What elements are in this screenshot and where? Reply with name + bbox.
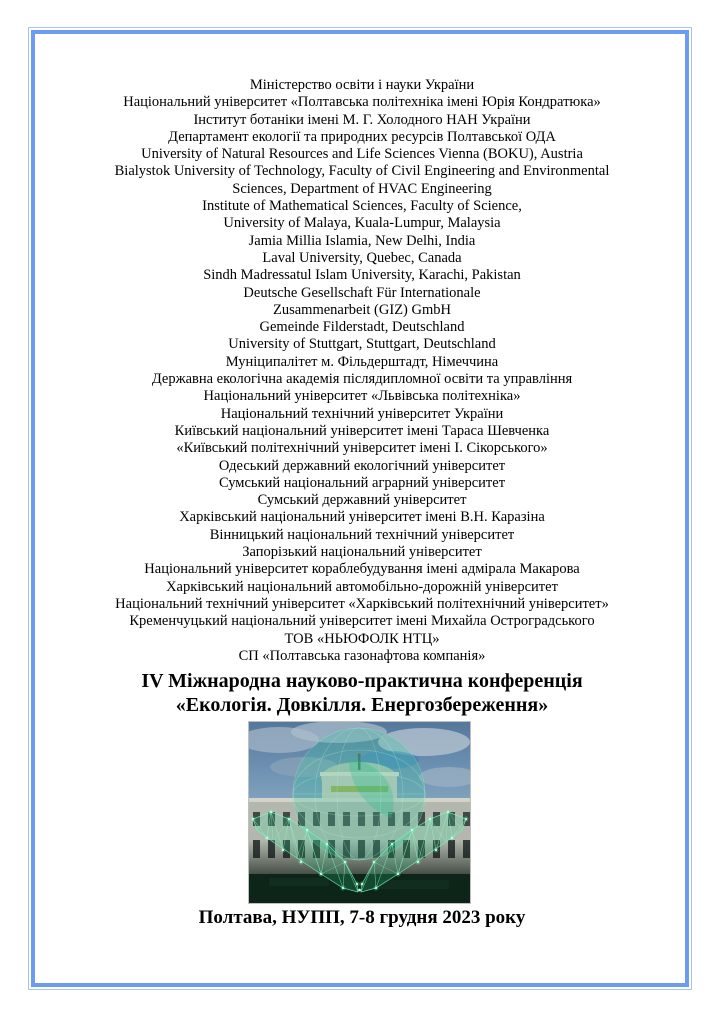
conference-title-line-2: «Екологія. Довкілля. Енергозбереження»: [175, 693, 549, 716]
organization-line: Сумський національний аграрний університет: [218, 474, 506, 491]
organization-line: ТОВ «НЬЮФОЛК НТЦ»: [284, 630, 440, 647]
organization-line: Департамент екології та природних ресурсів Полтавської ОДА: [168, 128, 556, 145]
organization-line: Міністерство освіти і науки України: [249, 77, 475, 93]
organization-line: Національний університет «Полтавська політехніка імені Юрія Кондратюка»: [123, 94, 601, 111]
photo-grass: [249, 874, 470, 903]
organization-line: Bialystok University of Technology, Faculty of Civil Engineering and Environmental: [114, 163, 610, 180]
organization-line: University of Malaya, Kuala-Lumpur, Malaysia: [223, 215, 501, 232]
organization-line: Одеський державний екологічний університет: [218, 457, 506, 474]
organization-line: Харківський національний університет імені В.Н. Каразіна: [179, 509, 545, 526]
organization-line: «Київський політехнічний університет імені І. Сікорського»: [176, 440, 548, 457]
organization-line: University of Natural Resources and Life Sciences Vienna (BOKU), Austria: [141, 146, 583, 163]
organization-line: University of Stuttgart, Stuttgart, Deutschland: [228, 336, 496, 353]
organization-line: Кременчуцький національний університет імені Михайла Остроградського: [129, 613, 595, 630]
organization-line: Національний технічний університет «Харківський політехнічний університет»: [115, 595, 609, 612]
organization-line: Національний університет «Львівська політехніка»: [203, 388, 521, 405]
organizations-list: [45, 77, 679, 665]
organization-line: Муніципалітет м. Фільдерштадт, Німеччина: [225, 353, 499, 370]
organization-line: Національний технічний університет України: [220, 405, 504, 422]
organization-line: Laval University, Quebec, Canada: [262, 249, 462, 266]
conference-title-line-1: IV Міжнародна науково-практична конференція: [141, 670, 583, 692]
organization-line: Запорізький національний університет: [242, 544, 482, 561]
organization-line: Харківський національний автомобільно-дорожній університет: [166, 578, 558, 595]
conference-photo: [249, 722, 470, 903]
organization-line: Вінницький національний технічний університет: [209, 526, 515, 543]
organization-line: Institute of Mathematical Sciences, Faculty of Science,: [202, 198, 522, 215]
organization-line: Deutsche Gesellschaft Für Internationale: [243, 284, 481, 301]
organization-line: СП «Полтавська газонафтова компанія»: [238, 647, 486, 664]
organization-line: Київський національний університет імені Тараса Шевченка: [174, 422, 550, 439]
organization-line: Національний університет кораблебудування імені адмірала Макарова: [144, 561, 580, 578]
organization-line: Інститут ботаніки імені М. Г. Холодного НАН України: [193, 111, 531, 128]
organization-line: Державна екологічна академія післядипломної освіти та управління: [151, 371, 573, 388]
organization-line: Zusammenarbeit (GIZ) GmbH: [273, 301, 451, 318]
organization-line: Sindh Madressatul Islam University, Karachi, Pakistan: [203, 267, 521, 284]
organization-line: Gemeinde Filderstadt, Deutschland: [259, 319, 465, 336]
conference-title: [0, 670, 724, 717]
footer-date-line: Полтава, НУПП, 7-8 грудня 2023 року: [198, 907, 526, 928]
organization-line: Sciences, Department of HVAC Engineering: [232, 180, 492, 197]
organization-line: Jamia Millia Islamia, New Delhi, India: [248, 232, 476, 249]
organization-line: Сумський державний університет: [257, 492, 467, 509]
